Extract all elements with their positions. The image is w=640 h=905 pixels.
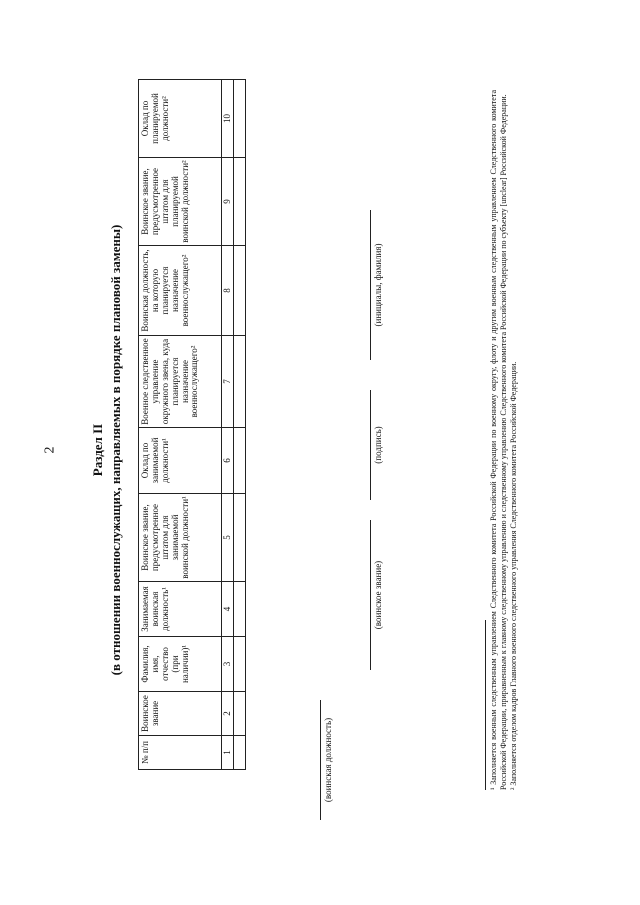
section-title: Раздел II [90, 423, 105, 477]
header-cell: Военное следственное управление окружного звена, куда планируется назначение военнослужащего² [139, 336, 222, 428]
personnel-table [138, 79, 246, 770]
footnote-1: ¹ Заполняется военным следственным управлением Следственного комитета Российской Федерации по военному округу, флоту и другим военным следственным управлением Следственного комитета Российской Федерации, приравненным к главному следственному управлению и следственному управлению Следственного комитета Российской Федерации по субъекту [unclear] Российской Федерации. [489, 90, 508, 790]
column-number: 5 [222, 494, 234, 582]
column-number: 3 [222, 637, 234, 692]
column-number-row [222, 80, 234, 770]
column-number: 10 [222, 80, 234, 158]
empty-cell [234, 80, 246, 158]
header-cell: Воинское звание, предусмотренное штатом для занимаемой воинской должности¹ [139, 494, 222, 582]
header-cell: Фамилия, имя, отчество (при наличии)¹ [139, 637, 222, 692]
empty-cell [234, 158, 246, 246]
signature-position [320, 700, 333, 820]
header-cell: № п/п [139, 736, 222, 770]
column-number: 9 [222, 158, 234, 246]
signature-caption: (подпись) [373, 426, 383, 464]
empty-cell [234, 637, 246, 692]
header-cell: Оклад по занимаемой должности¹ [139, 428, 222, 494]
column-number: 6 [222, 428, 234, 494]
header-cell: Оклад по планируемой должности² [139, 80, 222, 158]
footnote-2: ² Заполняется отделом кадров Главного военного следственного управления Следственного комитета Российской Федерации. [509, 361, 518, 790]
empty-cell [234, 428, 246, 494]
section-subtitle: (в отношении военнослужащих, направляемых в порядке плановой замены) [108, 224, 123, 676]
name-caption: (инициалы, фамилия) [373, 243, 383, 327]
footnotes [485, 90, 519, 790]
page-number: 2 [42, 446, 58, 454]
position-caption: (воинская должность) [323, 717, 333, 803]
section-heading [90, 70, 124, 830]
empty-cell [234, 736, 246, 770]
signature-rank [370, 520, 383, 670]
empty-cell [234, 692, 246, 736]
column-number: 8 [222, 246, 234, 336]
column-number: 4 [222, 582, 234, 637]
empty-cell [234, 582, 246, 637]
column-number: 2 [222, 692, 234, 736]
empty-row [234, 80, 246, 770]
empty-cell [234, 494, 246, 582]
header-cell: Воинское звание [139, 692, 222, 736]
signature-name [370, 210, 383, 360]
rank-caption: (воинское звание) [373, 560, 383, 630]
column-number: 1 [222, 736, 234, 770]
footnote-divider [485, 620, 486, 790]
header-cell: Воинская должность, на которую планируется назначение военнослужащего² [139, 246, 222, 336]
column-number: 7 [222, 336, 234, 428]
table-header-row [139, 80, 222, 770]
empty-cell [234, 246, 246, 336]
header-cell: Воинское звание, предусмотренное штатом для планируемой воинской должности² [139, 158, 222, 246]
empty-cell [234, 336, 246, 428]
signature-sign [370, 390, 383, 500]
rotated-content [90, 70, 560, 830]
header-cell: Занимаемая воинская должность¹ [139, 582, 222, 637]
